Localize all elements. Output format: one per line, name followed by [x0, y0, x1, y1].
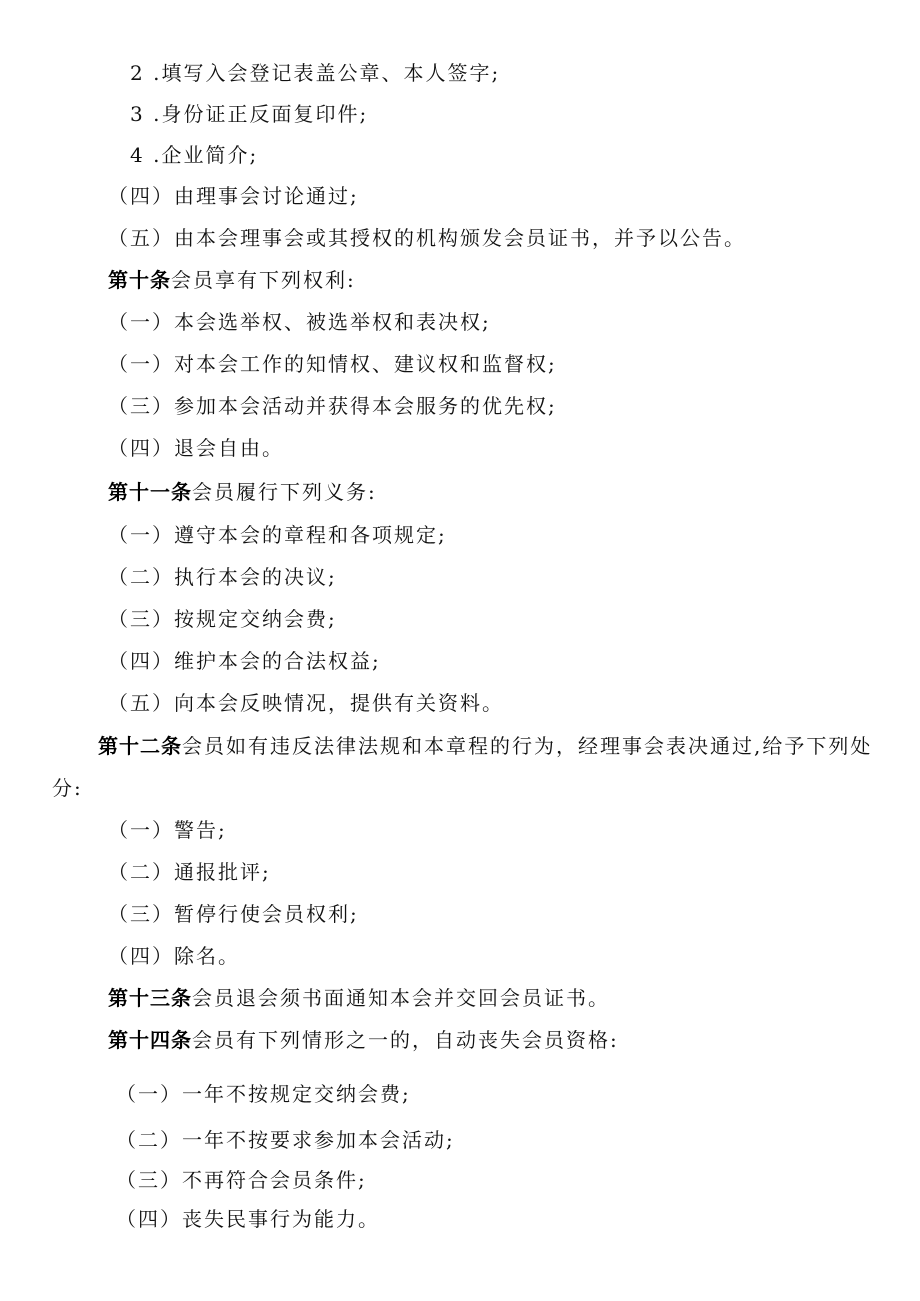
penalty-item-3: （三）暂停行使会员权利; — [108, 902, 359, 926]
penalty-item-1: （一）警告; — [108, 818, 227, 842]
article-13-heading — [108, 985, 610, 1011]
duty-item-1: （一）遵守本会的章程和各项规定; — [108, 523, 447, 547]
right-item-3: （三）参加本会活动并获得本会服务的优先权; — [108, 394, 557, 418]
article-12-title: 第十二条 — [98, 734, 182, 758]
article-11-heading — [108, 479, 377, 505]
article-11-text: 会员履行下列义务: — [192, 480, 377, 504]
disqualify-item-3: （三）不再符合会员条件; — [116, 1168, 367, 1192]
duty-item-4: （四）维护本会的合法权益; — [108, 649, 381, 673]
disqualify-item-2: （二）一年不按要求参加本会活动; — [116, 1128, 455, 1152]
article-13-title: 第十三条 — [108, 986, 192, 1010]
requirement-item-3: 3 .身份证正反面复印件; — [130, 102, 369, 126]
article-10-heading — [108, 267, 356, 293]
article-10-title: 第十条 — [108, 268, 171, 292]
article-10-text: 会员享有下列权利: — [171, 268, 356, 292]
article-12-text: 会员如有违反法律法规和本章程的行为，经理事会表决通过,给予下列处 — [182, 734, 873, 758]
penalty-item-2: （二）通报批评; — [108, 860, 271, 884]
article-11-title: 第十一条 — [108, 480, 192, 504]
article-13-text: 会员退会须书面通知本会并交回会员证书。 — [192, 986, 610, 1010]
right-item-2: （一）对本会工作的知情权、建议权和监督权; — [108, 352, 557, 376]
article-14-title: 第十四条 — [108, 1028, 192, 1052]
article-14-heading — [108, 1027, 619, 1053]
duty-item-2: （二）执行本会的决议; — [108, 565, 337, 589]
duty-item-3: （三）按规定交纳会费; — [108, 607, 337, 631]
duty-item-5: （五）向本会反映情况，提供有关资料。 — [108, 691, 504, 715]
right-item-4: （四）退会自由。 — [108, 436, 284, 460]
article-12-continuation: 分: — [52, 776, 83, 800]
penalty-item-4: （四）除名。 — [108, 944, 240, 968]
membership-step-5: （五）由本会理事会或其授权的机构颁发会员证书，并予以公告。 — [108, 226, 746, 250]
membership-step-4: （四）由理事会讨论通过; — [108, 184, 359, 208]
article-12-heading — [98, 733, 872, 759]
disqualify-item-4: （四）丧失民事行为能力。 — [116, 1207, 380, 1231]
disqualify-item-1: （一）一年不按规定交纳会费; — [116, 1082, 411, 1106]
right-item-1: （一）本会选举权、被选举权和表决权; — [108, 310, 491, 334]
requirement-item-4: 4 .企业简介; — [130, 143, 259, 167]
article-14-text: 会员有下列情形之一的，自动丧失会员资格: — [192, 1028, 619, 1052]
requirement-item-2: 2 .填写入会登记表盖公章、本人签字; — [130, 61, 501, 85]
